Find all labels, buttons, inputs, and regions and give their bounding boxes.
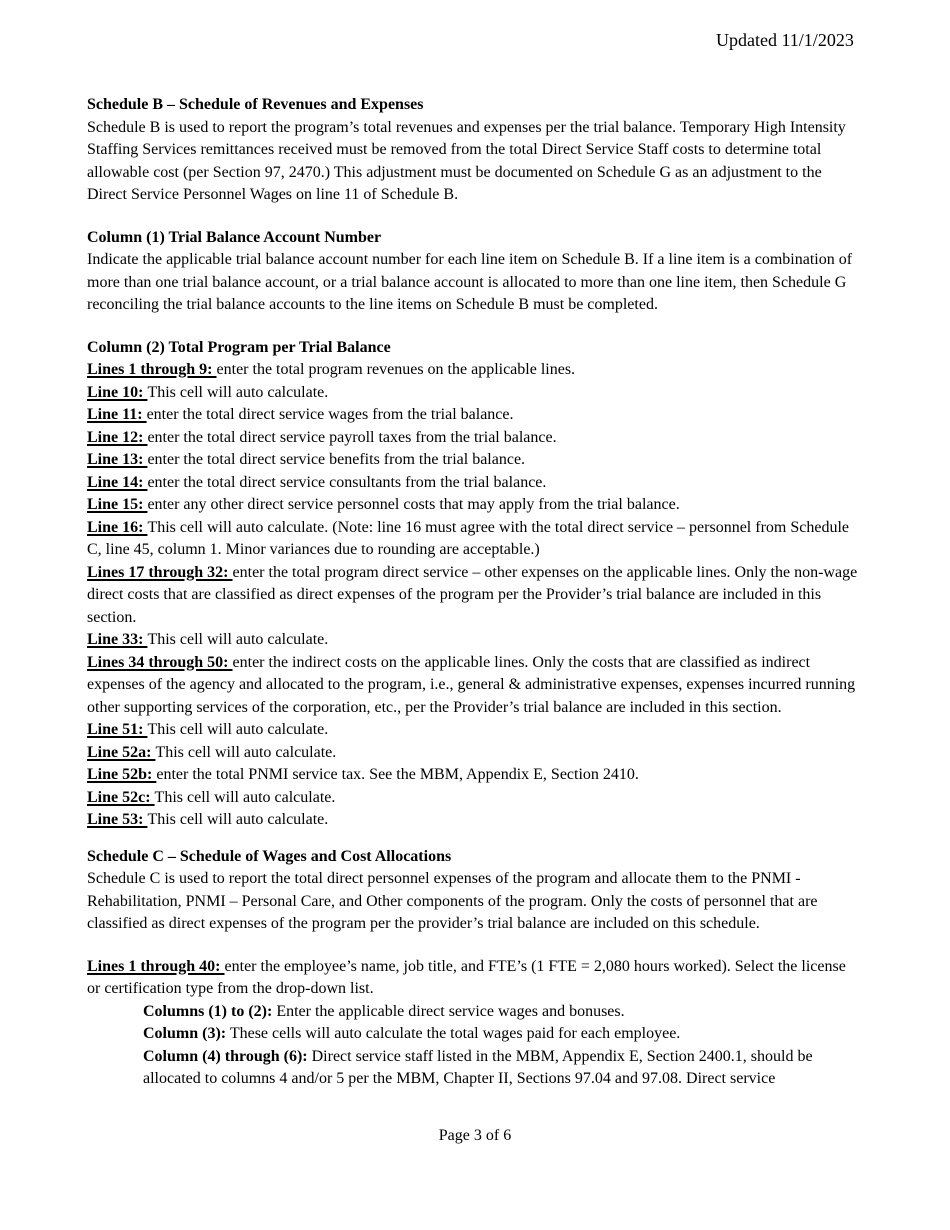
line-text: This cell will auto calculate. [147,383,329,401]
column-2-lines [87,359,862,832]
line-label: Lines 17 through 32: [87,563,233,581]
line-label: Line 53: [87,811,148,828]
line-label: Line 52b: [87,766,157,783]
line-label: Line 33: [87,631,148,648]
line-item [87,652,862,720]
line-label: Line 51: [87,721,148,738]
column-item [143,1046,862,1091]
line-item [87,809,862,832]
line-label: Lines 34 through 50: [87,653,233,671]
line-text: This cell will auto calculate. [147,721,329,738]
line-text: enter the indirect costs on the applicable lines. Only the costs that are classified as indirect expenses of the agency and allocated to the program, i.e., general & administrative expenses, expenses incurred running other supporting services of the corporation, etc., per the Provider’s trial balance are included in this section. [87,653,856,716]
line-label: Line 12: [87,428,148,446]
column-item [143,1023,862,1046]
line-item [87,449,862,472]
line-text: This cell will auto calculate. (Note: line 16 must agree with the total direct service – personnel from Schedule C, line 45, column 1. Minor variances due to rounding are acceptable.) [87,518,849,558]
schedule-c-intro: Schedule C is used to report the total direct personnel expenses of the program and allocate them to the PNMI - Rehabilitation, PNMI – Personal Care, and Other components of the program. Only the costs of personnel that are classified as direct expenses of the program per the provider’s trial balance are included on this schedule. [87,870,818,932]
line-item [87,404,862,427]
line-label: Line 14: [87,473,148,491]
column-text: Direct service staff listed in the MBM, Appendix E, Section 2400.1, should be allocated to columns 4 and/or 5 per the MBM, Chapter II, Sections 97.04 and 97.08. Direct service [143,1047,813,1087]
line-item [87,382,862,405]
line-text: enter the employee’s name, job title, and FTE’s (1 FTE = 2,080 hours worked). Select the license or certification type from the drop-down list. [87,957,846,997]
line-label: Line 11: [87,406,147,423]
line-text: This cell will auto calculate. [155,743,337,761]
line-label: Line 52c: [87,788,155,806]
column-label: Column (4) through (6): [143,1047,308,1065]
line-text: enter the total direct service payroll taxes from the trial balance. [147,428,557,446]
line-item [87,764,862,787]
line-label: Line 52a: [87,743,156,761]
line-text: enter the total direct service consultants from the trial balance. [147,473,547,491]
schedule-c-heading: Schedule C – Schedule of Wages and Cost Allocations [87,847,452,865]
schedule-b-heading: Schedule B – Schedule of Revenues and Expenses [87,96,424,113]
line-item [87,742,862,765]
column-1-text: Indicate the applicable trial balance account number for each line item on Schedule B. If a line item is a combination of more than one trial balance account, or a trial balance account is allocated to more than one line item, then Schedule G reconciling the trial balance accounts to the line items on Schedule B must be completed. [87,251,853,313]
line-label: Line 15: [87,496,148,513]
line-item [87,629,862,652]
column-label: Columns (1) to (2): [143,1002,273,1020]
page-number: Page 3 of 6 [438,1127,512,1144]
column-item [143,1001,862,1024]
updated-date: Updated 11/1/2023 [716,30,854,50]
line-label: Lines 1 through 9: [87,361,217,378]
line-text: This cell will auto calculate. [147,631,329,648]
line-text: enter the total direct service benefits from the trial balance. [147,451,526,468]
line-item [87,719,862,742]
line-item [87,787,862,810]
line-text: enter any other direct service personnel costs that may apply from the trial balance. [147,496,680,513]
schedule-c-columns [87,1001,862,1091]
column-text: Enter the applicable direct service wages and bonuses. [272,1002,625,1020]
line-text: enter the total direct service wages from the trial balance. [146,406,514,423]
line-item [87,562,862,630]
line-item [87,472,862,495]
line-label: Lines 1 through 40: [87,957,225,975]
document-body [87,94,862,1091]
line-label: Line 13: [87,451,148,468]
line-text: enter the total program revenues on the applicable lines. [216,361,576,378]
line-label: Line 10: [87,383,148,401]
line-text: enter the total program direct service – other expenses on the applicable lines. Only the non-wage direct costs that are classified as direct expenses of the program per the Provider’s trial balance are included in this section. [87,563,858,626]
line-item [87,427,862,450]
line-item [87,517,862,562]
column-label: Column (3): [143,1025,227,1042]
line-label: Line 16: [87,518,148,536]
line-text: This cell will auto calculate. [147,811,329,828]
column-text: These cells will auto calculate the total wages paid for each employee. [226,1025,681,1042]
column-1-heading: Column (1) Trial Balance Account Number [87,228,382,246]
column-2-heading: Column (2) Total Program per Trial Balance [87,338,391,356]
line-item [87,494,862,517]
line-item [87,359,862,382]
schedule-c-lines [87,956,862,1001]
schedule-b-intro: Schedule B is used to report the program’s total revenues and expenses per the trial balance. Temporary High Intensity Staffing Services remittances received must be removed from the total Direct Service Staff costs to determine total allowable cost (per Section 97, 2470.) This adjustment must be documented on Schedule G as an adjustment to the Direct Service Personnel Wages on line 11 of Schedule B. [87,118,846,203]
line-text: This cell will auto calculate. [154,788,336,806]
line-text: enter the total PNMI service tax. See the MBM, Appendix E, Section 2410. [156,766,639,783]
